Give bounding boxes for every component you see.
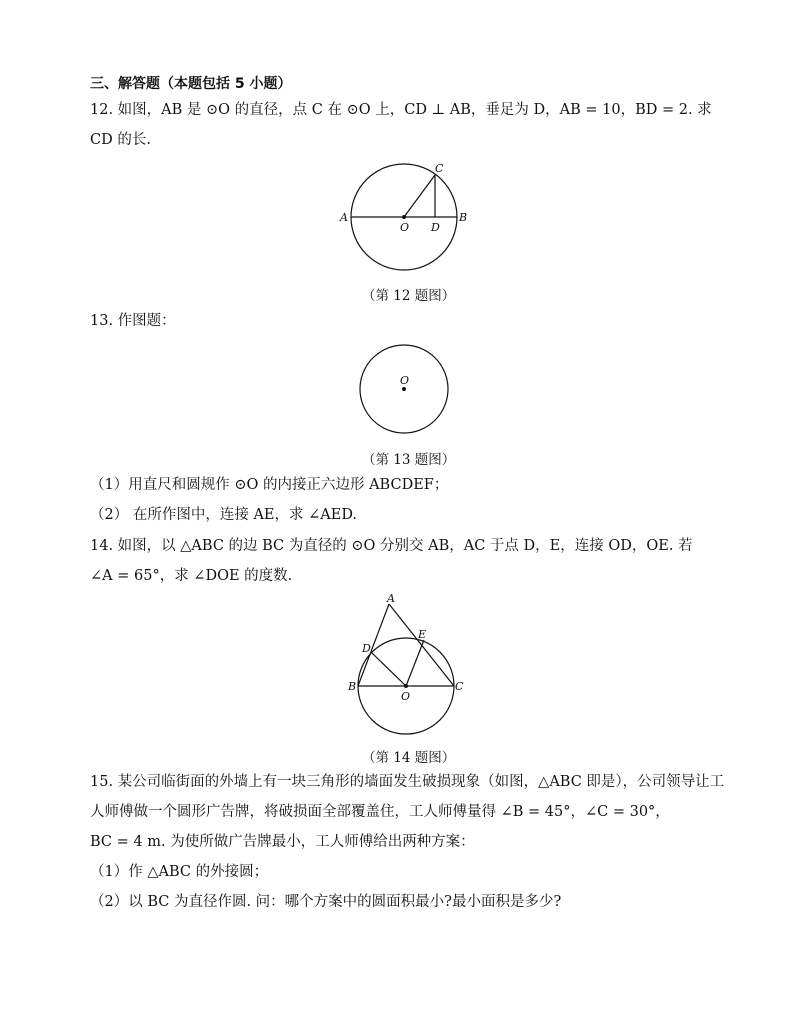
- q12-text-line2: CD 的长.: [90, 132, 151, 148]
- q12-center-dot: [402, 215, 406, 219]
- q12-label-o: O: [400, 221, 410, 234]
- q12-label-b: B: [459, 211, 468, 224]
- q12-label-a: A: [340, 211, 348, 224]
- q12-figure: [334, 158, 474, 278]
- q15-part1: （1）作 △ABC 的外接圆；: [90, 864, 269, 880]
- q15-text-line1: 15. 某公司临街面的外墙上有一块三角形的墙面发生破损现象（如图，△ABC 即是），公司领导让工: [90, 774, 725, 790]
- q13-label-o: O: [400, 374, 410, 387]
- q14-label-d: D: [362, 642, 371, 655]
- q14-label-c: C: [455, 680, 464, 693]
- q14-segment-oe: [406, 640, 424, 686]
- q13-part2: （2） 在所作图中，连接 AE，求 ∠AED.: [90, 507, 358, 523]
- q12-segment-oc: [404, 175, 435, 217]
- q14-label-e: E: [418, 628, 427, 641]
- q14-figure: [343, 593, 473, 743]
- q14-label-o: O: [401, 690, 411, 703]
- q14-text-line2: ∠A = 65°，求 ∠DOE 的度数.: [90, 568, 293, 584]
- q15-text-line2: 人师傅做一个圆形广告牌，将破损面全部覆盖住，工人师傅量得 ∠B = 45°，∠C = 30°，: [90, 804, 670, 820]
- q14-center-dot: [404, 684, 408, 688]
- q13-figure: [355, 343, 455, 443]
- q15-part2: （2）以 BC 为直径作圆. 问：哪个方案中的圆面积最小?最小面积是多少?: [90, 894, 562, 910]
- q13-caption: （第 13 题图）: [362, 452, 456, 468]
- q14-label-b: B: [348, 680, 357, 693]
- q13-text-line1: 13. 作图题：: [90, 313, 176, 329]
- q14-text-line1: 14. 如图，以 △ABC 的边 BC 为直径的 ⊙O 分别交 AB，AC 于点 D，E，连接 OD，OE. 若: [90, 538, 693, 554]
- q14-caption: （第 14 题图）: [362, 750, 456, 766]
- q12-text-line1: 12. 如图，AB 是 ⊙O 的直径，点 C 在 ⊙O 上，CD ⊥ AB，垂足为 D，AB = 10，BD = 2. 求: [90, 102, 712, 118]
- q14-label-a: A: [387, 592, 395, 605]
- section-title: 三、解答题（本题包括 5 小题）: [90, 76, 292, 92]
- q12-label-c: C: [435, 162, 444, 175]
- q12-label-d: D: [431, 221, 440, 234]
- q13-part1: （1）用直尺和圆规作 ⊙O 的内接正六边形 ABCDEF；: [90, 477, 449, 493]
- q15-text-line3: BC = 4 m. 为使所做广告牌最小，工人师傅给出两种方案：: [90, 834, 475, 850]
- q14-segment-od: [372, 653, 406, 686]
- q13-center-dot: [402, 387, 406, 391]
- q12-caption: （第 12 题图）: [362, 288, 456, 304]
